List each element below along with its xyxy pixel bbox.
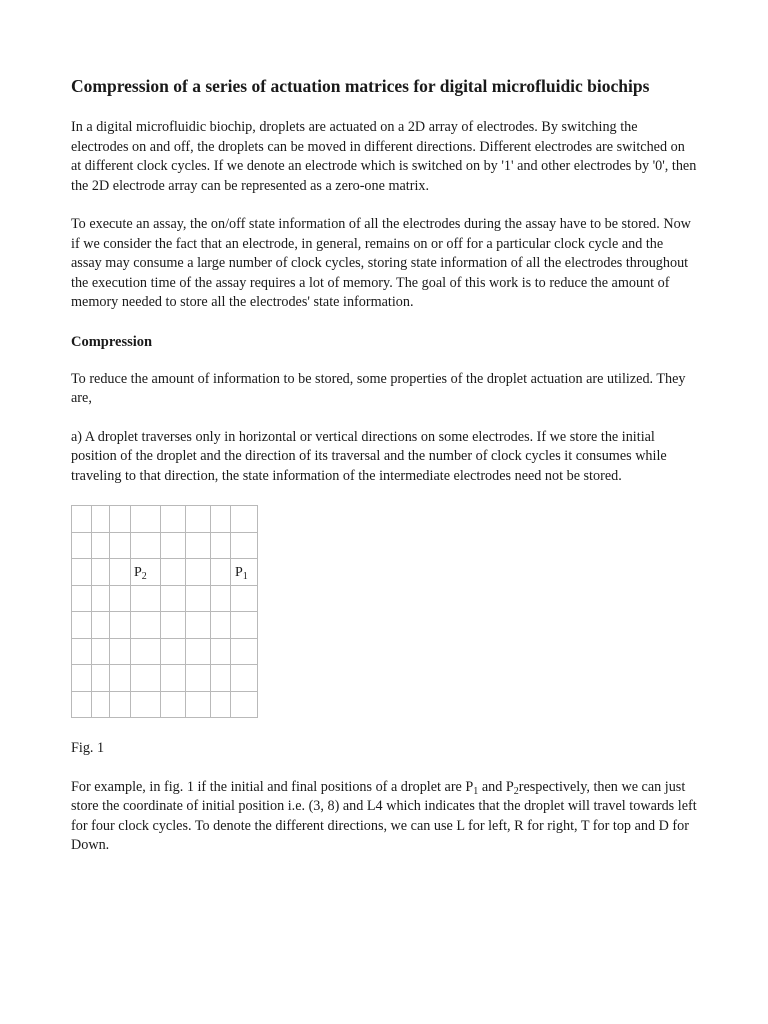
paragraph-intro: In a digital microfluidic biochip, droplets are actuated on a 2D array of electrodes. By switching the electrodes on and off, the droplets can be moved in different directions. Different electrodes are switched on at different clock cycles. If we denote an electrode which is switched on by '1' and other electrodes by '0', then the 2D electrode array can be represented as a zero-one matrix. xyxy=(71,119,697,194)
grid-row xyxy=(72,691,258,718)
heading-compression: Compression xyxy=(71,333,153,350)
paragraph-example: For example, in fig. 1 if the initial and final positions of a droplet are $P_1$ and $P_2respectively$, then we can just store the coordinate of initial position i.e. (3, 8) and L4 which indicates that the droplet will travel towards left for four clock cycles. To denote the different directions, we can use L for left, R for right, T for top and D for Down. xyxy=(71,778,697,853)
paragraph-property-a: a) A droplet traverses only in horizontal or vertical directions on some electrodes. If we store the initial position of the droplet and the direction of its traversal and the number of clock cycles it consumes while traveling to that direction, the state information of the intermediate electrodes need not be stored. xyxy=(71,428,667,484)
grid-row xyxy=(72,559,258,586)
figure-caption: Fig. 1 xyxy=(71,740,105,756)
point-p2-label: $P_2$ xyxy=(134,565,147,582)
grid-row xyxy=(72,532,258,559)
point-p1-label: $P_1$ xyxy=(235,565,248,582)
document-page xyxy=(71,74,697,875)
document-title: Compression of a series of actuation matrices for digital microfluidic biochips xyxy=(71,76,650,96)
grid-row xyxy=(72,638,258,665)
paragraph-properties: To reduce the amount of information to be stored, some properties of the droplet actuation are utilized. They are, xyxy=(71,370,686,406)
electrode-grid-figure xyxy=(71,505,262,719)
grid-row xyxy=(72,585,258,612)
grid-row xyxy=(72,665,258,692)
paragraph-assay: To execute an assay, the on/off state information of all the electrodes during the assay have to be stored. Now if we consider the fact that an electrode, in general, remains on or off for a particular clock cycle and the assay may consume a large number of clock cycles, storing state information of all the electrodes throughout the execution time of the assay requires a lot of memory. The goal of this work is to reduce the amount of memory needed to store all the electrodes' state information. xyxy=(71,216,691,310)
grid-row xyxy=(72,612,258,639)
electrode-grid xyxy=(71,505,258,718)
grid-row xyxy=(72,506,258,533)
